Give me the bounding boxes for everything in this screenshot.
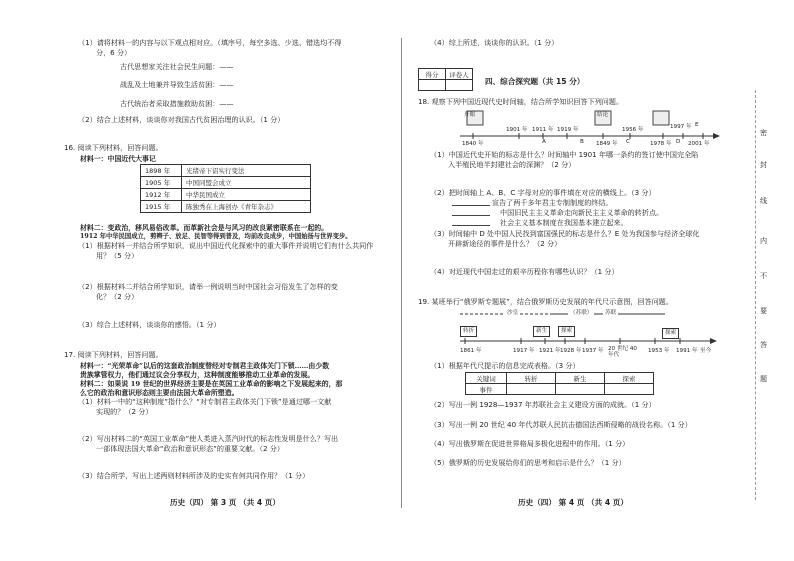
score-label: 得分: [419, 69, 446, 80]
grader-label: 评卷人: [446, 69, 473, 80]
q15-line-1: 古代思想家关注社会民生问题：——: [120, 62, 234, 71]
tl19-year-1921: 1921 年: [539, 348, 561, 354]
q19-part4: （4）写出俄罗斯在促进世界格局多极化进程中的作用。（1 分）: [430, 439, 630, 448]
table-row: [466, 384, 654, 395]
tl18-year-1849: 1849 年: [596, 141, 618, 147]
tl19-year-1861: 1861 年: [460, 348, 482, 354]
table-cell: 探索: [605, 373, 654, 384]
q15-part1: （1）请将材料一的内容与以下观点相对应。（填序号，每空多选、少选、错选均不得: [78, 38, 342, 47]
table-row: [141, 165, 311, 177]
answer-cell-turn[interactable]: [507, 384, 556, 395]
answer-blank-a[interactable]: [452, 205, 490, 206]
tl18-label-d: D: [676, 139, 681, 145]
table-cell: 转折: [507, 373, 556, 384]
q16-material2-a: 材料二：变政治，移风易俗改革。而革新社会是与风习的改良紧密联系在一起的。: [80, 224, 329, 232]
q18-part1-cont: 入半殖民地半封建社会的深渊？（2 分）: [448, 160, 576, 169]
q17-material2-b: 么它的政治和意识形态则主要由法国大革命所塑造。: [80, 389, 239, 397]
q16-part2: （2）根据材料二并结合所学知识，请举一例说明当时中国社会习俗发生了怎样的变: [78, 282, 338, 291]
seal-char: 答: [760, 340, 768, 349]
q16-part3: （3）综合上述材料，谈谈你的感悟。（1 分）: [78, 320, 221, 329]
q16-material2-b: 1912 年中华民国成立，剪辫子、放足、民智等得到普及，均前改良成步，中国始扬与世界变步。: [80, 233, 352, 240]
q19-part2: （2）写出一例 1928—1937 年苏联社会主义建设方面的成就。（1 分）: [430, 400, 656, 409]
left-page-footer: 历史（四） 第 3 页 （共 4 页）: [170, 498, 280, 507]
q18-part4-top: （4）综上所述，谈谈你的认识。（1 分）: [430, 38, 559, 47]
q17-part2-cont: 一部体现法国大革命“政治和意识形态”的重要文献。（2 分）: [96, 444, 284, 453]
q18-part3: （3）时间轴中 D 处中国人民找到富国强民的标志是什么？E 处为我国参与经济全球化: [430, 229, 700, 238]
q19-part3: （3）写出一例 20 世纪 40 年代苏联人民抗击德国法西斯侵略的战役名称。（1 分）: [430, 420, 692, 429]
tl18-year-1911: 1911 年: [532, 127, 554, 133]
table-cell: 1898 年: [141, 165, 182, 177]
table-cell: 1915 年: [141, 201, 182, 213]
q18-part1: （1）中国近代史开始的标志是什么？时间轴中 1901 年哪一条约的签订使中国完全陷: [430, 150, 699, 159]
tl19-label-explore: 探索: [558, 326, 575, 337]
tl19-period-tsar: 沙皇: [507, 310, 519, 316]
timeline-arrow: [713, 133, 720, 139]
page-divider: [401, 38, 402, 508]
score-blank: [419, 80, 446, 91]
q16-events-table: [140, 164, 311, 213]
q17-material1-a: 材料一：“光荣革命”以后的这套政治制度替经对专制君主政体关门下锁……由少数: [80, 362, 330, 370]
q17-part2: （2）写出材料二的“英国工业革命”使人类进入蒸汽时代的标志性发明是什么？写出: [78, 434, 339, 443]
tl18-label-a: A: [542, 139, 546, 145]
timeline-arrow: [710, 338, 717, 344]
tl19-label-new: 新生: [533, 326, 550, 337]
seal-char: 密: [760, 128, 768, 137]
answer-cell-explore[interactable]: [605, 384, 654, 395]
q18-part2-a: 宣告了两千多年君主专制制度的终结。: [492, 198, 613, 207]
q17-part1: （1）材料一中的“这种制度”指什么？“对专制君主政体关门下锁”是通过哪一文献: [78, 397, 332, 406]
answer-blank-c[interactable]: [452, 225, 490, 226]
tl18-year-2001: 2001 年: [688, 141, 710, 147]
q16-part1: （1）根据材料一并结合所学知识，说出中国近代化探索中的重大事件并说明它们有什么共同作: [78, 241, 374, 250]
q19-part5: （5）俄罗斯的历史发展给你们的思考和启示是什么？（1 分）: [430, 458, 626, 467]
table-cell: 1905 年: [141, 177, 182, 189]
right-page-footer: 历史（四） 第 4 页 （共 4 页）: [518, 498, 628, 507]
tl18-year-1978: 1978 年: [650, 141, 672, 147]
q18-image-3: [653, 111, 669, 125]
tl18-year-1901: 1901 年: [506, 127, 528, 133]
tl18-label-e: E: [695, 122, 699, 128]
table-row: [419, 80, 473, 91]
table-cell: 1912 年: [141, 189, 182, 201]
tl19-year-now: 至今: [700, 348, 712, 354]
q19-title: 19. 某班举行“俄罗斯专题展”，结合俄罗斯历史发展的年代尺示意图，回答问题。: [418, 297, 673, 306]
tl18-label-b: B: [580, 139, 584, 145]
tl19-year-1940s: 20 世纪 40 年代: [608, 346, 637, 358]
tl18-year-1997: 1997 年: [670, 124, 692, 130]
seal-char: 封: [760, 160, 768, 169]
tl19-label-turn: 转折: [460, 326, 477, 337]
tl18-year-1956: 1956 年: [622, 127, 644, 133]
q18-part2-c: 社会主义基本制度在我国基本建立起来。: [500, 218, 628, 227]
tl18-label-start: 开眼: [464, 112, 476, 118]
score-box: [418, 68, 473, 91]
seal-char: 不: [760, 271, 768, 280]
q18-title: 18. 观察下列中国近现代史时间轴，结合所学知识回答下列问题。: [418, 97, 624, 106]
q17-material1-b: 贵族掌管权力，他们通过议会分享权力，这种制度能够推动工业革命的发展。: [80, 371, 315, 379]
table-row: [141, 177, 311, 189]
q17-part1-cont: 实现的？（2 分）: [96, 407, 153, 416]
q19-answer-table: [465, 372, 654, 395]
table-row: [141, 201, 311, 213]
tl19-year-1953: 1953 年: [648, 348, 670, 354]
tl18-label-mid: 结论: [597, 112, 609, 118]
q17-part3: （3）结合所学，写出上述两则材料所涉及的史实有何共同作用？（1 分）: [78, 471, 310, 480]
q18-part2-b: 中国旧民主主义革命走向新民主主义革命的转折点。: [500, 208, 664, 217]
q18-part4: （4）对近现代中国走过的艰辛历程你有哪些认识？（1 分）: [430, 267, 619, 276]
answer-blank-b[interactable]: [452, 215, 490, 216]
table-row: [466, 373, 654, 384]
q16-part1-cont: 用？（5 分）: [96, 251, 139, 260]
q15-part2: （2）结合上述材料，谈谈你对我国古代贫困治理的认识。（1 分）: [78, 115, 285, 124]
seal-char: 要: [760, 306, 768, 315]
table-cell: 事件: [466, 384, 507, 395]
q16-part2-cont: 化？（2 分）: [96, 292, 139, 301]
tl19-year-1937: 1937 年: [582, 348, 604, 354]
q16-title: 16. 阅读下列材料，回答问题。: [64, 143, 163, 152]
q15-line-2: 战乱及土地兼并导致生活贫困：——: [120, 80, 234, 89]
tl19-year-1928: 1928 年: [560, 348, 582, 354]
q16-material1: 材料一：中国近代大事记: [80, 155, 156, 163]
tl18-label-c: C: [626, 139, 630, 145]
q18-part3-cont: 开辟新途径的事件是什么？（2 分）: [448, 239, 562, 248]
table-cell: 中国同盟会成立: [182, 177, 311, 189]
table-row: [141, 189, 311, 201]
q18-part2: （2）把时间轴上 A、B、C 字母对应的事件填在对应的横线上。（3 分）: [430, 188, 656, 197]
seal-line: [755, 90, 757, 500]
q17-title: 17. 阅读下列材料，回答问题。: [64, 350, 163, 359]
table-cell: 光绪帝下诏实行变法: [182, 165, 311, 177]
q19-part1: （1）根据年代尺提示的信息完成表格。（3 分）: [430, 361, 580, 370]
table-cell: 新生: [556, 373, 605, 384]
table-cell: 陈独秀在上海创办《青年杂志》: [182, 201, 311, 213]
tl19-year-1991: 1991 年: [676, 348, 698, 354]
section-4-heading: 四、综合探究题（共 15 分）: [485, 77, 585, 86]
table-cell: 中华民国成立: [182, 189, 311, 201]
answer-cell-new[interactable]: [556, 384, 605, 395]
tl18-year-1919: 1919 年: [557, 127, 579, 133]
table-cell: 关键词: [466, 373, 507, 384]
q15-part1-cont: 分，6 分）: [96, 48, 132, 57]
tl19-year-1917: 1917 年: [513, 348, 535, 354]
table-row: [419, 69, 473, 80]
seal-char: 线: [760, 196, 768, 205]
seal-char: 内: [760, 236, 768, 245]
q17-material2-a: 材料二：如果说 19 世纪的世界经济主要是在英国工业革命的影响之下发展起来的，那: [80, 380, 343, 388]
seal-char: 题: [760, 374, 768, 383]
tl19-period-soviet-a: （苏联）: [570, 310, 593, 316]
q15-line-3: 古代统治者采取措施救助贫困：——: [120, 99, 234, 108]
tl19-period-soviet-b: 苏联: [605, 310, 617, 316]
tl18-year-1840: 1840 年: [462, 141, 484, 147]
tl19-label-explore-2: 探索: [662, 328, 679, 339]
grader-blank: [446, 80, 473, 91]
